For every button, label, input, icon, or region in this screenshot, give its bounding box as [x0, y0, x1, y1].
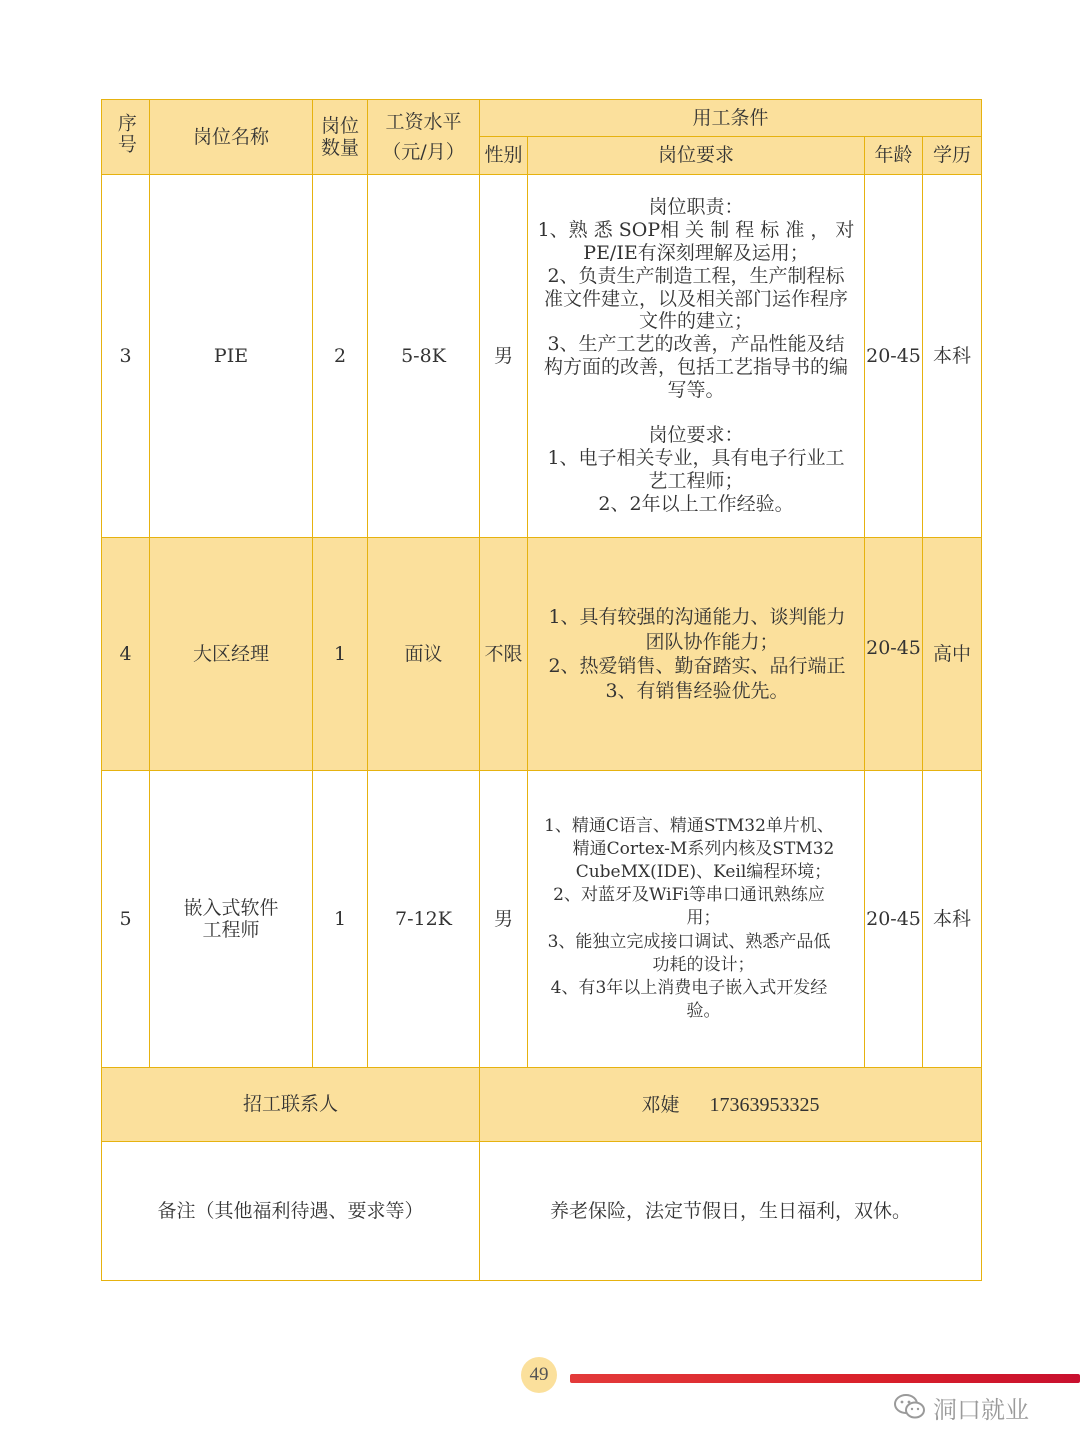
row-education: 高中: [923, 538, 982, 771]
remarks-label: 备注（其他福利待遇、要求等）: [102, 1142, 480, 1281]
row-seq: 5: [102, 771, 150, 1068]
row-position: 嵌入式软件 工程师: [150, 771, 313, 1068]
header-position: 岗位名称: [150, 100, 313, 175]
row-age: 20-45: [865, 175, 923, 538]
req-line: 构方面的改善，包括工艺指导书的编: [543, 355, 848, 378]
req-line: 2、负责生产制造工程，生产制程标: [547, 264, 845, 287]
contact-phone: 17363953325: [709, 1093, 820, 1116]
header-conditions: 用工条件: [480, 100, 982, 137]
row-age: 20-45: [865, 771, 923, 1068]
req-line: 1、电子相关专业，具有电子行业工: [547, 447, 845, 470]
row-seq: 4: [102, 538, 150, 771]
row-quantity: 1: [313, 771, 368, 1068]
row-education: 本科: [923, 771, 982, 1068]
req-line: 写等。: [667, 378, 725, 401]
watermark: [893, 1392, 1029, 1422]
req-line: 2、热爱销售、勤奋踏实、品行端正: [548, 655, 846, 677]
req-line: PE/IE有深刻理解及运用；: [583, 241, 809, 264]
footer-accent-bar: [570, 1374, 1080, 1383]
row-position: 大区经理: [150, 538, 313, 771]
remarks-value: 养老保险，法定节假日，生日福利，双休。: [480, 1142, 982, 1281]
contact-row: [102, 1068, 982, 1142]
header-age: 年龄: [865, 137, 923, 175]
req-line: 岗位职责：: [648, 196, 744, 219]
contact-value: [480, 1068, 982, 1142]
header-quantity: 岗位数量: [313, 100, 368, 175]
req-line: 3、生产工艺的改善，产品性能及结: [547, 333, 845, 356]
contact-label: 招工联系人: [102, 1068, 480, 1142]
req-line: 文件的建立；: [638, 310, 753, 333]
remarks-row: [102, 1142, 982, 1281]
req-line: 2、2年以上工作经验。: [598, 492, 794, 515]
job-table: [101, 99, 982, 1281]
header-row: [102, 100, 982, 137]
req-line: 4、有3年以上消费电子嵌入式开发经验。: [550, 978, 828, 1022]
wechat-icon: [893, 1393, 927, 1421]
watermark-text: 洞口就业: [933, 1395, 1029, 1424]
row-salary: 5-8K: [368, 175, 480, 538]
contact-name: 邓婕: [641, 1093, 680, 1116]
header-salary: 工资水平 （元/月）: [368, 100, 480, 175]
req-gap: [528, 401, 864, 424]
row-requirements: [528, 538, 865, 771]
req-line: 艺工程师；: [648, 470, 744, 493]
header-gender: 性别: [480, 137, 528, 175]
req-line: 准文件建立，以及相关部门运作程序: [543, 287, 848, 310]
row-salary: 7-12K: [368, 771, 480, 1068]
row-gender: 男: [480, 175, 528, 538]
req-line: 2、对蓝牙及WiFi等串口通讯熟练应用；: [553, 885, 825, 929]
table-row: [102, 538, 982, 771]
row-gender: 不限: [480, 538, 528, 771]
req-line: 3、有销售经验优先。: [605, 679, 789, 702]
row-age: 20-45: [865, 538, 923, 771]
req-line: 岗位要求：: [648, 424, 744, 447]
row-requirements: [528, 771, 865, 1068]
row-salary: 面议: [368, 538, 480, 771]
row-seq: 3: [102, 175, 150, 538]
row-quantity: 1: [313, 538, 368, 771]
req-line: 1、精通C语言、精通STM32单片机、精通Cortex-M系列内核及STM32 CubeMX(IDE)、Keil编程环境；: [544, 815, 835, 882]
req-line: 1、具有较强的沟通能力、谈判能力: [548, 606, 846, 628]
header-education: 学历: [923, 137, 982, 175]
req-line: 3、能独立完成接口调试、熟悉产品低功耗的设计；: [547, 931, 831, 975]
table-row: [102, 771, 982, 1068]
page-number: 49: [521, 1357, 557, 1393]
req-line: 1、熟 悉 SOP相 关 制 程 标 准 ， 对: [537, 219, 855, 242]
header-requirements: 岗位要求: [528, 137, 865, 175]
row-requirements: [528, 175, 865, 538]
row-position: PIE: [150, 175, 313, 538]
row-quantity: 2: [313, 175, 368, 538]
header-seq: 序号: [102, 100, 150, 175]
row-education: 本科: [923, 175, 982, 538]
req-line: 团队协作能力；: [645, 630, 779, 653]
row-gender: 男: [480, 771, 528, 1068]
table-row: [102, 175, 982, 538]
